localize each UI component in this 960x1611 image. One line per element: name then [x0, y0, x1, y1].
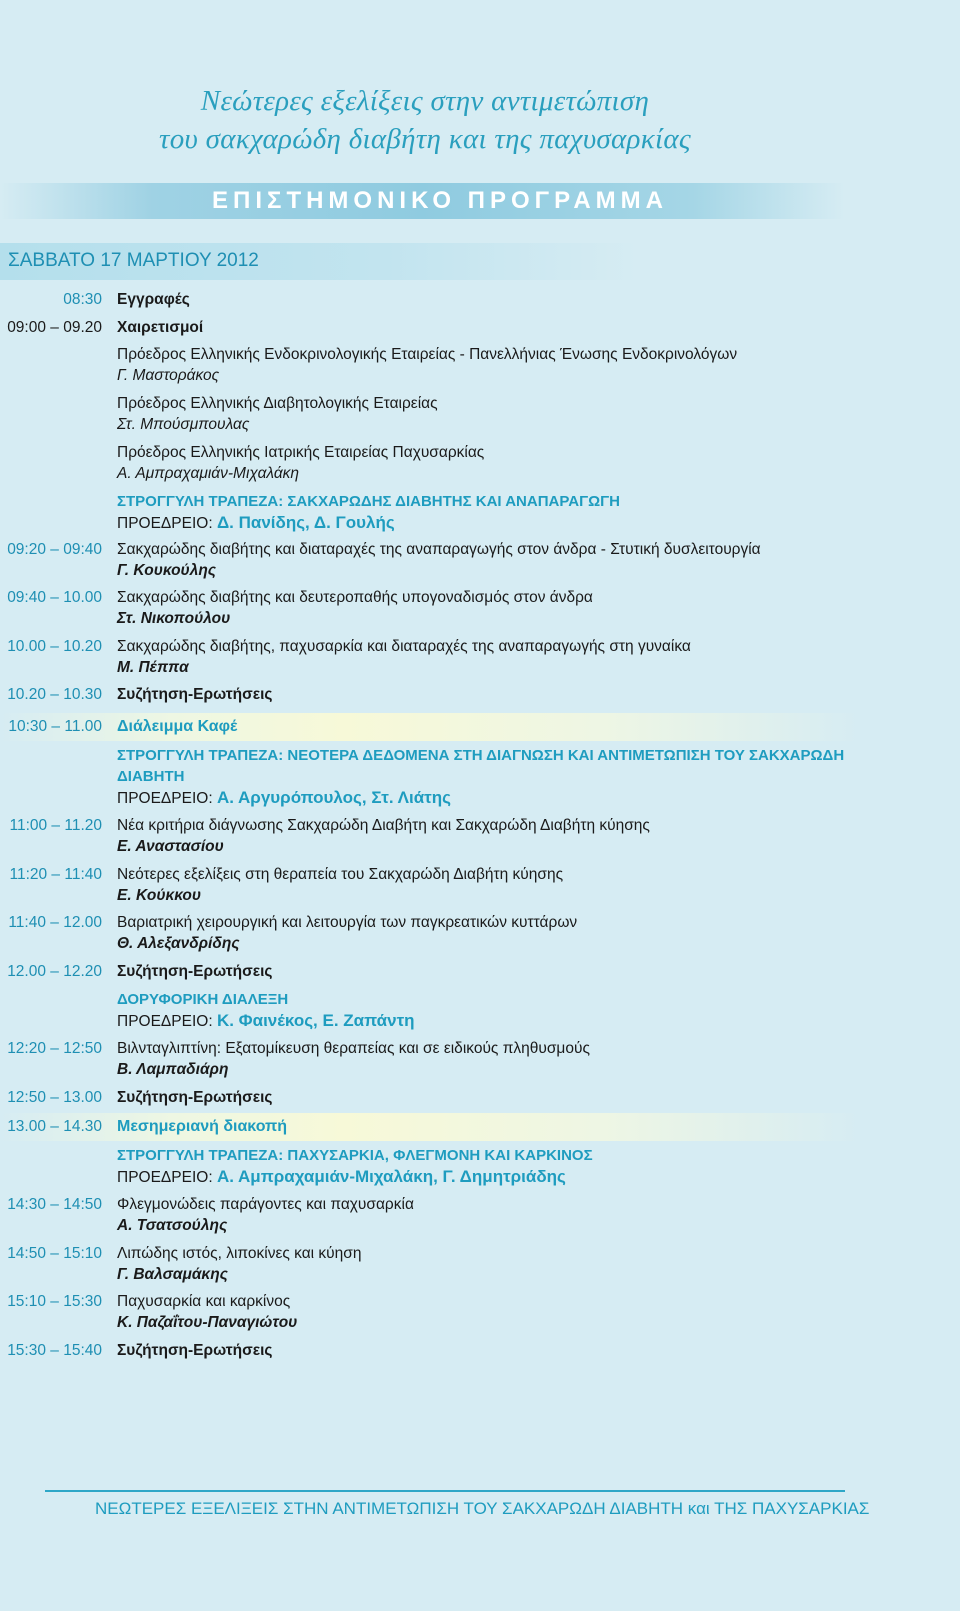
- speaker-name: Θ. Αλεξανδρίδης: [117, 935, 240, 952]
- presidium-names: Α. Αργυρόπουλος, Στ. Λιάτης: [216, 788, 451, 807]
- program-heading: ΕΠΙΣΤΗΜΟΝΙΚΟ ΠΡΟΓΡΑΜΜΑ: [212, 187, 668, 214]
- speaker-name: Γ. Βαλσαμάκης: [117, 1266, 228, 1283]
- talk-title: Λιπώδης ιστός, λιποκίνες και κύηση: [117, 1245, 362, 1262]
- roundtable-heading: ΣΤΡΟΓΓΥΛΗ ΤΡΑΠΕΖΑ: ΠΑΧΥΣΑΡΚΙΑ, ΦΛΕΓΜΟΝΗ ΚΑΙ ΚΑΡΚΙΝΟΣ: [117, 1147, 593, 1164]
- session-time: 11:20 – 11:40: [9, 866, 102, 883]
- speaker-name: Κ. Παζαΐτου-Παναγιώτου: [117, 1314, 298, 1331]
- session-title: Συζήτηση-Ερωτήσεις: [117, 1089, 273, 1106]
- session-time: 15:10 – 15:30: [7, 1293, 102, 1310]
- session-title: Εγγραφές: [117, 291, 190, 308]
- presidium-names: Α. Αμπραχαμιάν-Μιχαλάκη, Γ. Δημητριάδης: [216, 1167, 566, 1186]
- speaker-name: Ε. Κούκκου: [117, 887, 202, 904]
- presidium: [117, 512, 847, 534]
- session-time: 09:20 – 09:40: [7, 541, 102, 558]
- speaker-name: Ε. Αναστασίου: [117, 838, 224, 855]
- session-time: 12:50 – 13.00: [7, 1089, 102, 1106]
- session-time: 14:50 – 15:10: [7, 1245, 102, 1262]
- greeting-role: Πρόεδρος Ελληνικής Ιατρικής Εταιρείας Παχυσαρκίας: [117, 444, 485, 461]
- presidium: [117, 1166, 847, 1188]
- talk-title: Σακχαρώδης διαβήτης και δευτεροπαθής υπογοναδισμός στον άνδρα: [117, 589, 593, 606]
- talk-title: Βιλνταγλιπτίνη: Εξατομίκευση θεραπείας και σε ειδικούς πληθυσμούς: [117, 1040, 590, 1057]
- greeting-name: Στ. Μπούσμπουλας: [117, 416, 250, 433]
- session-time: 10:30 – 11.00: [8, 718, 102, 735]
- session-title: Συζήτηση-Ερωτήσεις: [117, 963, 273, 980]
- session-time: 13.00 – 14.30: [7, 1118, 102, 1135]
- speaker-name: Γ. Κουκούλης: [117, 562, 217, 579]
- session-title: Συζήτηση-Ερωτήσεις: [117, 1342, 273, 1359]
- speaker-name: Α. Τσατσούλης: [117, 1217, 228, 1234]
- talk-title: Νέα κριτήρια διάγνωσης Σακχαρώδη Διαβήτη και Σακχαρώδη Διαβήτη κύησης: [117, 817, 650, 834]
- talk-title: Παχυσαρκία και καρκίνος: [117, 1293, 291, 1310]
- greeting-role: Πρόεδρος Ελληνικής Ενδοκρινολογικής Εταιρείας - Πανελλήνιας Ένωσης Ενδοκρινολόγων: [117, 346, 738, 363]
- greeting-name: Α. Αμπραχαμιάν-Μιχαλάκη: [117, 465, 300, 482]
- session-time: 15:30 – 15:40: [7, 1342, 102, 1359]
- footer-text: ΝΕΩΤΕΡΕΣ ΕΞΕΛΙΞΕΙΣ ΣΤΗΝ ΑΝΤΙΜΕΤΩΠΙΣΗ ΤΟΥ ΣΑΚΧΑΡΩΔΗ ΔΙΑΒΗΤΗ και ΤΗΣ ΠΑΧΥΣΑΡΚΙΑΣ: [95, 1499, 870, 1518]
- speaker-name: Στ. Νικοπούλου: [117, 610, 231, 627]
- session-time: 12:20 – 12:50: [7, 1040, 102, 1057]
- day-heading: ΣΑΒΒΑΤΟ 17 ΜΑΡΤΙΟΥ 2012: [8, 250, 259, 271]
- presidium: [117, 787, 847, 809]
- roundtable-heading: ΣΤΡΟΓΓΥΛΗ ΤΡΑΠΕΖΑ: ΝΕΟΤΕΡΑ ΔΕΔΟΜΕΝΑ ΣΤΗ ΔΙΑΓΝΩΣΗ ΚΑΙ ΑΝΤΙΜΕΤΩΠΙΣΗ ΤΟΥ ΣΑΚΧΑΡΩΔΗ ΔΙΑΒΗΤΗ: [117, 747, 845, 785]
- session-title: Συζήτηση-Ερωτήσεις: [117, 686, 273, 703]
- satellite-lecture-heading: ΔΟΡΥΦΟΡΙΚΗ ΔΙΑΛΕΞΗ: [117, 991, 289, 1008]
- presidium-label: ΠΡΟΕΔΡΕΙΟ:: [117, 790, 217, 807]
- presidium: [117, 1010, 847, 1032]
- greeting-name: Γ. Μαστοράκος: [117, 367, 220, 384]
- roundtable-heading: ΣΤΡΟΓΓΥΛΗ ΤΡΑΠΕΖΑ: ΣΑΚΧΑΡΩΔΗΣ ΔΙΑΒΗΤΗΣ ΚΑΙ ΑΝΑΠΑΡΑΓΩΓΗ: [117, 493, 620, 510]
- session-time: 14:30 – 14:50: [7, 1196, 102, 1213]
- break-title: Μεσημεριανή διακοπή: [117, 1118, 288, 1135]
- session-time: 11:40 – 12.00: [8, 914, 102, 931]
- talk-title: Σακχαρώδης διαβήτης και διαταραχές της αναπαραγωγής στον άνδρα - Στυτική δυσλειτουργία: [117, 541, 761, 558]
- session-time: 10.00 – 10.20: [7, 638, 102, 655]
- speaker-name: Β. Λαμπαδιάρη: [117, 1061, 229, 1078]
- presidium-names: Δ. Πανίδης, Δ. Γουλής: [216, 513, 395, 532]
- session-title: Χαιρετισμοί: [117, 319, 204, 336]
- presidium-label: ΠΡΟΕΔΡΕΙΟ:: [117, 1013, 217, 1030]
- session-time: 12.00 – 12.20: [7, 963, 102, 980]
- break-title: Διάλειμμα Καφέ: [117, 718, 238, 735]
- talk-title: Φλεγμονώδεις παράγοντες και παχυσαρκία: [117, 1196, 414, 1213]
- speaker-name: Μ. Πέππα: [117, 659, 189, 676]
- talk-title: Βαριατρική χειρουργική και λειτουργία των παγκρεατικών κυττάρων: [117, 914, 578, 931]
- presidium-label: ΠΡΟΕΔΡΕΙΟ:: [117, 515, 217, 532]
- presidium-names: Κ. Φαινέκος, Ε. Ζαπάντη: [216, 1011, 415, 1030]
- presidium-label: ΠΡΟΕΔΡΕΙΟ:: [117, 1169, 217, 1186]
- title-line-2: του σακχαρώδη διαβήτη και της παχυσαρκίας: [159, 123, 691, 155]
- talk-title: Νεότερες εξελίξεις στη θεραπεία του Σακχαρώδη Διαβήτη κύησης: [117, 866, 564, 883]
- session-time: 09:40 – 10.00: [7, 589, 102, 606]
- session-time: 09:00 – 09.20: [7, 319, 102, 336]
- session-time: 08:30: [63, 291, 102, 308]
- document-title: [0, 82, 850, 158]
- footer-divider: [45, 1490, 845, 1492]
- session-time: 11:00 – 11.20: [9, 817, 102, 834]
- greeting-role: Πρόεδρος Ελληνικής Διαβητολογικής Εταιρείας: [117, 395, 438, 412]
- session-time: 10.20 – 10.30: [7, 686, 102, 703]
- title-line-1: Νεώτερες εξελίξεις στην αντιμετώπιση: [200, 85, 650, 117]
- talk-title: Σακχαρώδης διαβήτης, παχυσαρκία και διαταραχές της αναπαραγωγής στη γυναίκα: [117, 638, 691, 655]
